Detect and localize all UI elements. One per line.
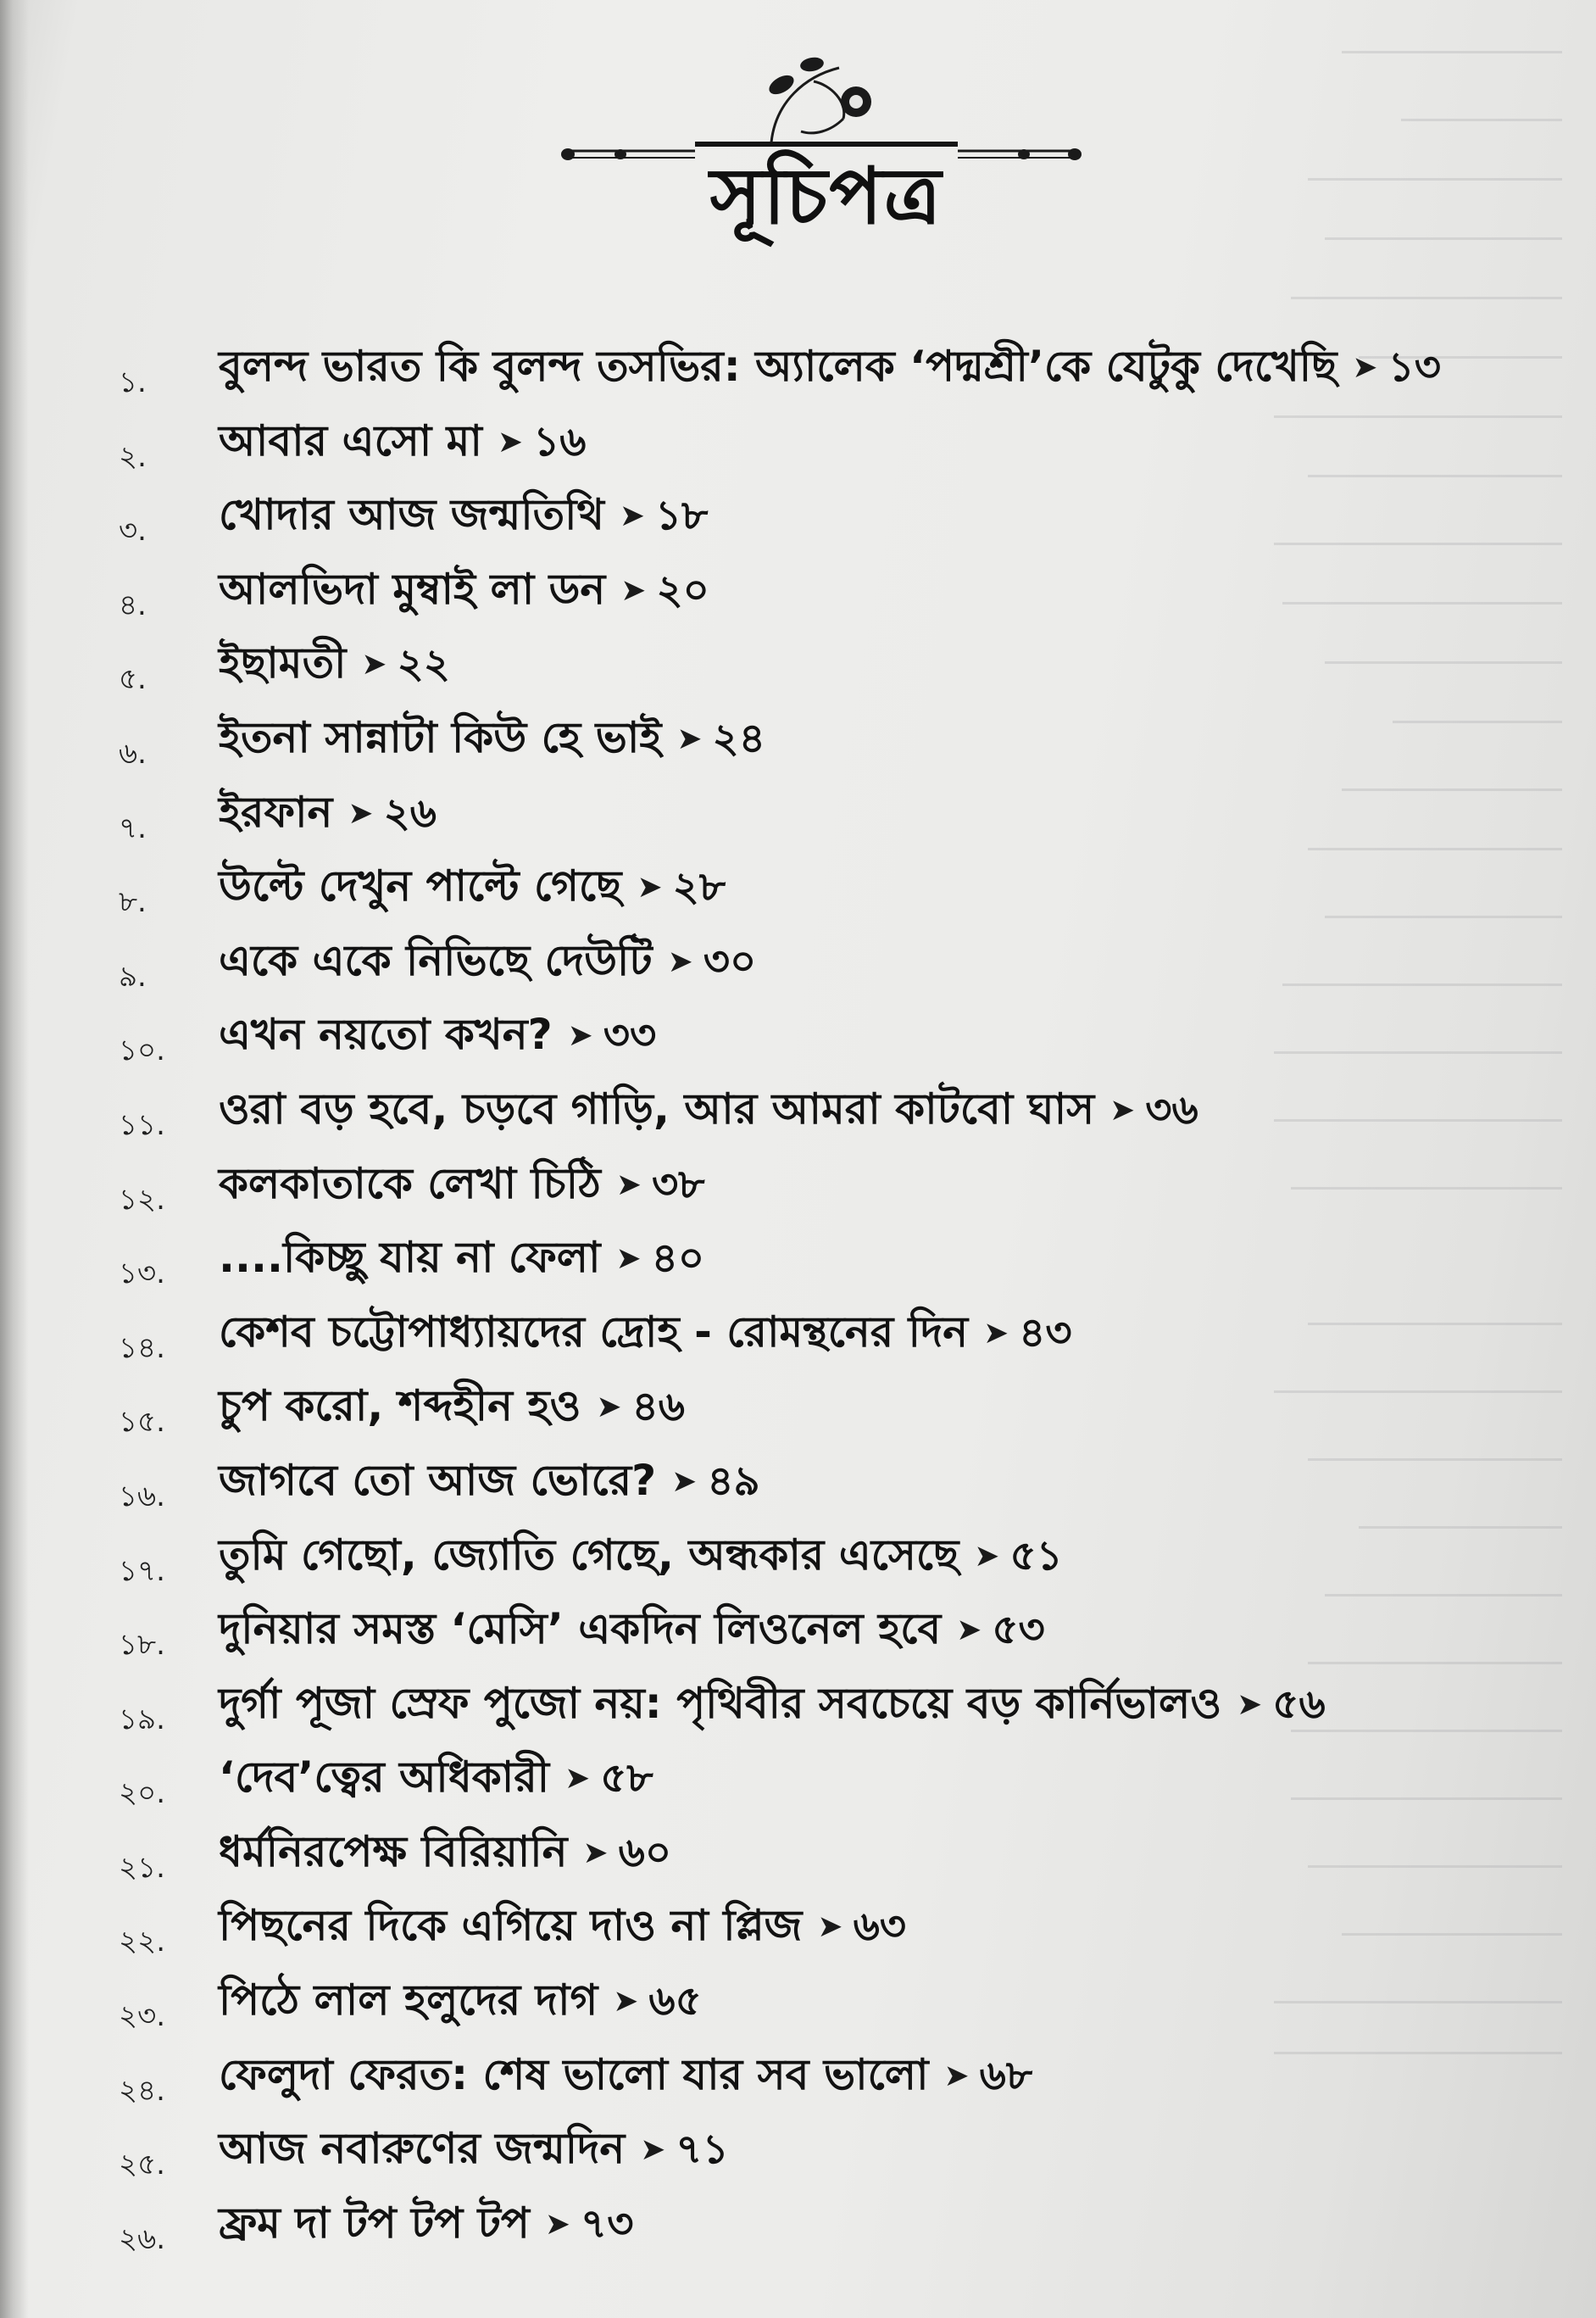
toc-entry <box>119 2117 1475 2192</box>
toc-entry-number: ১৬. <box>119 1479 165 1513</box>
page-title: সূচিপত্র <box>709 150 943 242</box>
toc-entry-title-text: তুমি গেছো, জ্যোতি গেছে, অন্ধকার এসেছে <box>219 1530 959 1580</box>
arrow-right-icon: ➤ <box>956 1613 982 1648</box>
toc-entry <box>119 483 1475 558</box>
toc-entry-page: ১৩ <box>1387 343 1441 391</box>
toc-entry-title-text: এখন নয়তো কখন? <box>219 1010 553 1060</box>
toc-entry-title-text: পিছনের দিকে এগিয়ে দাও না প্লিজ <box>219 1901 803 1951</box>
toc-entry-page: ১৮ <box>655 492 709 540</box>
toc-entry <box>119 1746 1475 1820</box>
toc-entry-title-text: উল্টে দেখুন পাল্টে গেছে <box>219 861 622 911</box>
toc-entry-title-text: ফেলুদা ফেরত: শেষ ভালো যার সব ভালো <box>219 2049 929 2099</box>
toc-entry-title <box>219 1746 653 1816</box>
toc-entry <box>119 335 1475 410</box>
toc-entry-title <box>219 2117 729 2187</box>
toc-entry-page: ৫৬ <box>1272 1680 1326 1728</box>
toc-entry-title <box>219 1820 671 1891</box>
toc-entry-title <box>219 2043 1032 2114</box>
toc-entry-number: ২৩. <box>119 1999 166 2034</box>
arrow-right-icon: ➤ <box>544 2206 571 2242</box>
toc-entry-title-text: খোদার আজ জন্মতিথি <box>219 490 604 540</box>
toc-entry <box>119 781 1475 855</box>
table-of-contents <box>119 335 1475 2265</box>
toc-entry <box>119 1672 1475 1747</box>
toc-entry-page: ২৮ <box>672 863 726 911</box>
toc-entry-page: ৬০ <box>618 1828 672 1876</box>
toc-entry-title-text: একে একে নিভিছে দেউটি <box>219 935 653 985</box>
toc-entry-title-text: আজ নবারুণের জন্মদিন <box>219 2124 626 2174</box>
toc-entry-title-text: ....কিচ্ছু যায় না ফেলা <box>219 1233 601 1283</box>
toc-entry-title-text: বুলন্দ ভারত কি বুলন্দ তসভির: অ্যালেক ‘পদ্মশ্রী’কে যেটুকু দেখেছি <box>219 342 1337 391</box>
toc-entry <box>119 855 1475 929</box>
toc-entry-title <box>219 1969 702 2039</box>
toc-entry-title <box>219 1524 1063 1594</box>
toc-entry-number: ১১. <box>119 1107 165 1142</box>
toc-header <box>559 51 1085 271</box>
arrow-right-icon: ➤ <box>671 1463 698 1499</box>
toc-entry-title <box>219 1152 704 1223</box>
toc-entry-title-text: দুনিয়ার সমস্ত ‘মেসি’ একদিন লিওনেল হবে <box>219 1604 942 1654</box>
arrow-right-icon: ➤ <box>348 795 374 831</box>
toc-entry-title <box>219 781 437 851</box>
arrow-right-icon: ➤ <box>667 944 693 979</box>
toc-entry-number: ১৪. <box>119 1330 165 1365</box>
toc-entry-number: ৫. <box>119 662 147 697</box>
toc-entry-page: ৪৬ <box>631 1383 685 1431</box>
arrow-right-icon: ➤ <box>640 2132 666 2168</box>
toc-entry-number: ২৪. <box>119 2073 165 2108</box>
toc-entry-title-text: কেশব চট্টোপাধ্যায়দের দ্রোহ - রোমন্থনের দিন <box>219 1307 969 1357</box>
toc-entry-number: ১২. <box>119 1182 165 1217</box>
toc-entry-title <box>219 558 709 628</box>
arrow-right-icon: ➤ <box>974 1538 1000 1574</box>
toc-entry-number: ১৩. <box>119 1257 165 1291</box>
toc-entry-number: ৮. <box>119 885 147 920</box>
arrow-right-icon: ➤ <box>1109 1092 1136 1128</box>
toc-entry <box>119 632 1475 706</box>
toc-entry-page: ৬৫ <box>648 1977 702 2025</box>
arrow-right-icon: ➤ <box>564 1761 591 1797</box>
toc-entry-title-text: চুপ করো, শব্দহীন হও <box>219 1381 581 1431</box>
arrow-right-icon: ➤ <box>1352 350 1378 385</box>
toc-entry-page: ৫১ <box>1009 1531 1063 1580</box>
toc-entry-page: ৪৩ <box>1019 1308 1072 1357</box>
toc-entry-number: ২০. <box>119 1776 166 1811</box>
arrow-right-icon: ➤ <box>620 572 647 608</box>
toc-entry-page: ৩৩ <box>603 1011 657 1060</box>
toc-entry <box>119 1597 1475 1672</box>
toc-entry-title-text: ইতনা সান্নাটা কিউ হে ভাই <box>219 712 662 762</box>
toc-entry-page: ৫৩ <box>992 1606 1045 1654</box>
arrow-right-icon: ➤ <box>613 1984 639 2020</box>
arrow-right-icon: ➤ <box>817 1909 843 1945</box>
toc-entry-title <box>219 1597 1045 1668</box>
toc-entry-number: ১০. <box>119 1034 165 1068</box>
arrow-right-icon: ➤ <box>582 1835 609 1870</box>
toc-entry-page: ৭১ <box>676 2126 729 2174</box>
toc-entry-number: ২. <box>119 439 147 474</box>
toc-entry-title <box>219 410 586 480</box>
toc-entry <box>119 1969 1475 2043</box>
toc-entry-page: ৭৩ <box>581 2199 634 2248</box>
toc-entry <box>119 1152 1475 1227</box>
toc-entry-page: ১৬ <box>533 417 587 465</box>
toc-entry <box>119 410 1475 484</box>
toc-entry-title-text: ইছামতী <box>219 638 347 688</box>
toc-entry-title <box>219 929 756 1000</box>
toc-entry-title-text: ধর্মনিরপেক্ষ বিরিয়ানি <box>219 1826 568 1876</box>
toc-entry-page: ৪০ <box>651 1234 705 1283</box>
toc-entry-page: ২২ <box>397 640 450 688</box>
toc-entry-number: ১৮. <box>119 1628 165 1663</box>
book-gutter-shadow <box>0 0 29 2318</box>
arrow-right-icon: ➤ <box>619 499 646 534</box>
arrow-right-icon: ➤ <box>676 721 703 756</box>
toc-entry-title <box>219 1003 656 1073</box>
toc-entry-number: ২৫. <box>119 2148 165 2182</box>
toc-entry-number: ১৫. <box>119 1405 165 1440</box>
toc-entry <box>119 706 1475 781</box>
toc-entry-number: ৩. <box>119 514 147 549</box>
toc-entry-title <box>219 1301 1072 1371</box>
toc-entry <box>119 2192 1475 2266</box>
toc-entry-page: ৬৮ <box>979 2051 1032 2099</box>
toc-entry-title <box>219 483 708 554</box>
toc-entry-page: ৪৯ <box>707 1457 760 1505</box>
toc-entry-number: ১৭. <box>119 1553 165 1588</box>
toc-entry-page: ২৪ <box>712 714 765 762</box>
toc-entry <box>119 1820 1475 1895</box>
arrow-right-icon: ➤ <box>1237 1686 1263 1722</box>
toc-entry-page: ২৬ <box>383 788 437 837</box>
arrow-right-icon: ➤ <box>637 870 663 905</box>
toc-entry-page: ২০ <box>656 566 709 614</box>
arrow-right-icon: ➤ <box>567 1018 593 1054</box>
toc-entry-title-text: পিঠে লাল হলুদের দাগ <box>219 1975 598 2025</box>
toc-entry-title-text: ‘দেব’ত্বের অধিকারী <box>219 1752 550 1803</box>
toc-entry-number: ৯. <box>119 959 147 994</box>
toc-entry <box>119 929 1475 1004</box>
toc-entry-title-text: দুর্গা পূজা স্রেফ পুজো নয়: পৃথিবীর সবচেয়ে বড় কার্নিভালও <box>219 1678 1222 1728</box>
toc-entry-number: ১৯. <box>119 1702 165 1736</box>
toc-entry-number: ১. <box>119 365 147 399</box>
toc-entry-title-text: জাগবে তো আজ ভোরে? <box>219 1455 657 1505</box>
toc-entry-number: ২৬. <box>119 2221 166 2256</box>
toc-entry <box>119 1301 1475 1375</box>
toc-entry <box>119 1894 1475 1969</box>
toc-entry-title <box>219 1449 760 1519</box>
toc-entry-title <box>219 1226 704 1296</box>
toc-entry-title-text: কলকাতাকে লেখা চিঠি <box>219 1158 601 1208</box>
toc-entry-number: ৭. <box>119 811 147 845</box>
toc-entry <box>119 1449 1475 1524</box>
toc-entry-page: ৩০ <box>703 937 757 985</box>
toc-entry <box>119 1226 1475 1301</box>
toc-entry-title-text: ফ্রম দা টপ টপ টপ <box>219 2198 530 2248</box>
toc-entry-title <box>219 1672 1326 1742</box>
toc-entry-title <box>219 632 450 702</box>
toc-entry-title-text: ইরফান <box>219 787 333 837</box>
toc-entry-number: ২১. <box>119 1850 165 1885</box>
toc-entry-title <box>219 335 1441 405</box>
arrow-right-icon: ➤ <box>615 1241 642 1277</box>
toc-entry-page: ৩৮ <box>651 1160 705 1208</box>
arrow-right-icon: ➤ <box>497 424 524 460</box>
toc-entry <box>119 558 1475 632</box>
toc-entry-page: ৫৮ <box>600 1754 653 1803</box>
toc-entry-title-text: ওরা বড় হবে, চড়বে গাড়ি, আর আমরা কাটবো ঘাস <box>219 1084 1095 1134</box>
toc-entry <box>119 2043 1475 2118</box>
toc-entry-title <box>219 1078 1198 1148</box>
arrow-right-icon: ➤ <box>596 1390 622 1425</box>
arrow-right-icon: ➤ <box>983 1315 1009 1351</box>
toc-entry <box>119 1078 1475 1152</box>
toc-entry-title-text: আলভিদা মুম্বাই লা ডন <box>219 564 606 614</box>
toc-entry-title-text: আবার এসো মা <box>219 415 482 465</box>
toc-entry-page: ৬৩ <box>853 1903 906 1951</box>
arrow-right-icon: ➤ <box>943 2058 970 2093</box>
toc-entry <box>119 1524 1475 1598</box>
toc-entry-title <box>219 1894 906 1964</box>
toc-entry-number: ৬. <box>119 736 147 771</box>
arrow-right-icon: ➤ <box>615 1167 642 1202</box>
toc-entry <box>119 1003 1475 1078</box>
toc-entry-title <box>219 855 726 925</box>
toc-entry-title <box>219 706 765 777</box>
toc-entry <box>119 1374 1475 1449</box>
toc-entry-page: ৩৬ <box>1145 1085 1198 1134</box>
toc-entry-title <box>219 2192 633 2262</box>
toc-entry-title <box>219 1374 685 1445</box>
toc-entry-number: ৪. <box>119 588 147 622</box>
arrow-right-icon: ➤ <box>361 647 387 683</box>
toc-entry-number: ২২. <box>119 1925 166 1959</box>
